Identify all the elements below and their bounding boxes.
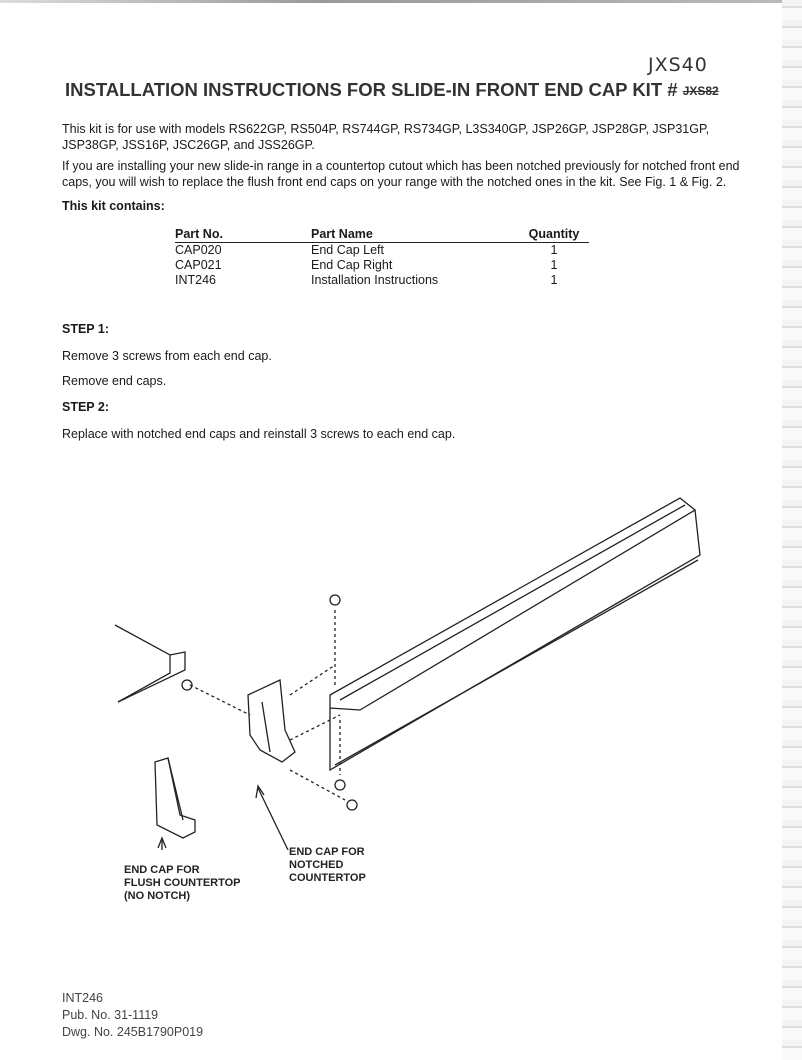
flush-end-cap-label xyxy=(124,864,241,903)
contains-heading: This kit contains: xyxy=(62,199,165,213)
cell-quantity: 1 xyxy=(550,243,558,257)
cell-part-name: End Cap Left xyxy=(311,243,384,257)
header-quantity: Quantity xyxy=(528,227,580,241)
handwritten-kit-number: JXS40 xyxy=(648,54,708,76)
footer xyxy=(62,990,203,1041)
label-line: NOTCHED xyxy=(289,859,344,871)
notched-end-cap-drawing xyxy=(248,680,295,762)
step-1-line: Remove end caps. xyxy=(62,374,167,388)
cell-quantity: 1 xyxy=(550,258,558,272)
intro-text: This kit is for use with models RS622GP, RS504P, RS744GP, RS734GP, L3S340GP, JSP26GP, JSP28GP, JSP31GP, JSP38GP, JSS16P, JSC26GP, and JSS26GP. xyxy=(62,122,710,152)
cell-part-no: CAP021 xyxy=(175,258,222,272)
cell-part-name: End Cap Right xyxy=(311,258,393,272)
step-1-line: Remove 3 screws from each end cap. xyxy=(62,349,272,363)
cell-quantity: 1 xyxy=(550,273,558,287)
cell-part-no: INT246 xyxy=(175,273,216,287)
trim-rail-drawing xyxy=(330,498,700,770)
footer-pub-no: Pub. No. 31-1119 xyxy=(62,1008,159,1022)
installation-diagram xyxy=(0,470,802,850)
screw-heads xyxy=(182,595,357,810)
title-text: INSTALLATION INSTRUCTIONS FOR SLIDE-IN FRONT END CAP KIT # xyxy=(65,79,678,100)
parts-table xyxy=(175,227,589,288)
notice-text: If you are installing your new slide-in range in a countertop cutout which has been notched previously for notched front end caps, you will wish to replace the flush front end caps on your range with the notched ones in the kit. See Fig. 1 & Fig. 2. xyxy=(62,159,740,189)
label-line: COUNTERTOP xyxy=(289,872,366,884)
notched-end-cap-label xyxy=(289,846,366,885)
table-header-row xyxy=(175,227,589,243)
label-line: (NO NOTCH) xyxy=(124,890,190,902)
crossed-out-kit-number: JXS82 xyxy=(682,84,719,99)
header-part-name: Part Name xyxy=(311,227,373,241)
label-line: END CAP FOR xyxy=(289,846,365,858)
label-line: FLUSH COUNTERTOP xyxy=(124,877,241,889)
step-2-heading: STEP 2: xyxy=(62,400,110,414)
cell-part-name: Installation Instructions xyxy=(311,273,439,287)
step-1-heading: STEP 1: xyxy=(62,322,110,336)
table-row xyxy=(175,243,589,259)
flush-end-cap-drawing xyxy=(155,758,195,838)
footer-dwg-no: Dwg. No. 245B1790P019 xyxy=(62,1025,204,1039)
page-title xyxy=(65,79,719,101)
table-row xyxy=(175,258,589,273)
cell-part-no: CAP020 xyxy=(175,243,222,257)
footer-doc-id: INT246 xyxy=(62,991,103,1005)
header-part-no: Part No. xyxy=(175,227,223,241)
label-line: END CAP FOR xyxy=(124,864,200,876)
screw-icons xyxy=(190,610,345,800)
table-row xyxy=(175,273,589,288)
countertop-drawing xyxy=(115,625,185,702)
step-2-line: Replace with notched end caps and reinstall 3 screws to each end cap. xyxy=(62,427,456,441)
scan-edge-top xyxy=(0,0,802,3)
